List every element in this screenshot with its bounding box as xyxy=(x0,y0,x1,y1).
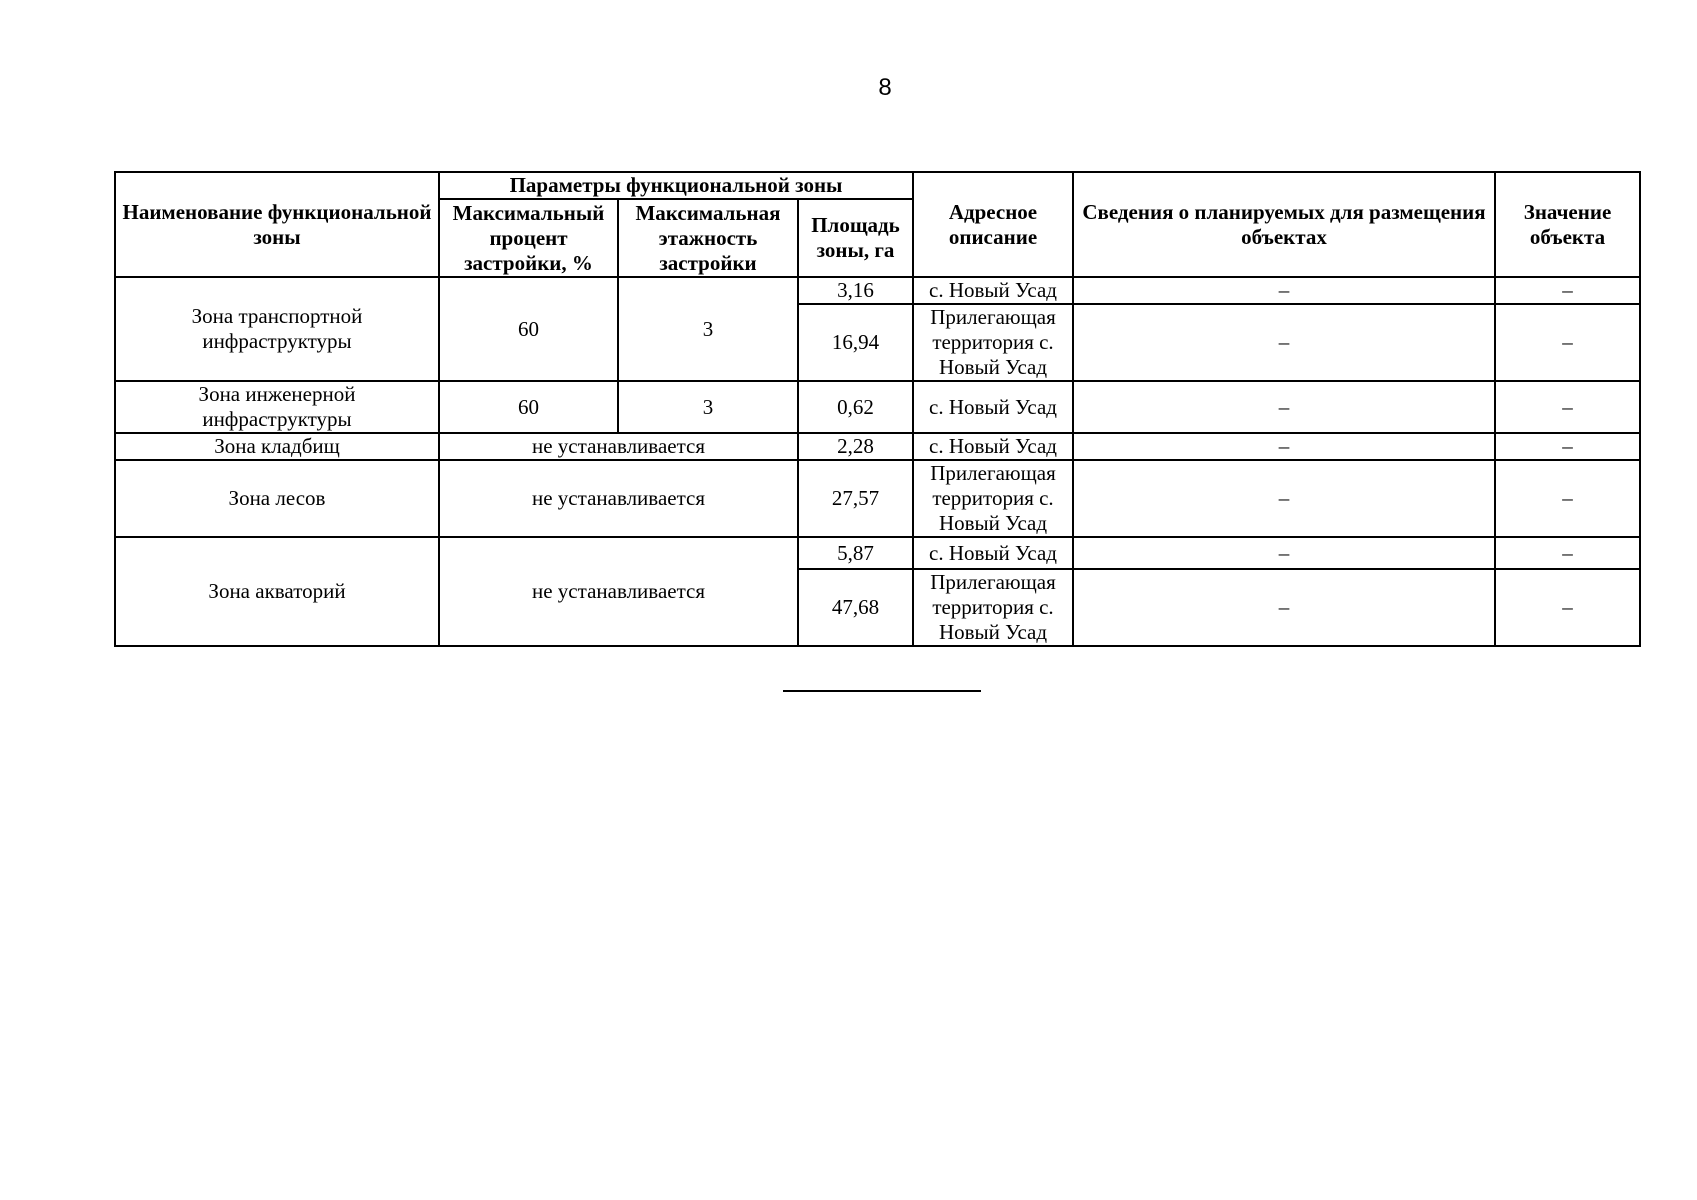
area-cell: 0,62 xyxy=(798,381,913,433)
address-cell: Прилегающая территория с. Новый Усад xyxy=(913,569,1073,646)
params-not-set-cell: не устанавливается xyxy=(439,460,798,537)
header-row-group xyxy=(115,172,1640,199)
planned-objects-cell: – xyxy=(1073,537,1495,569)
max-floors-cell: 3 xyxy=(618,277,798,381)
area-cell: 5,87 xyxy=(798,537,913,569)
max-percent-cell: 60 xyxy=(439,277,618,381)
header-params-group: Параметры функциональной зоны xyxy=(439,172,913,199)
max-percent-cell: 60 xyxy=(439,381,618,433)
header-area: Площадь зоны, га xyxy=(798,199,913,277)
planned-objects-cell: – xyxy=(1073,381,1495,433)
address-cell: Прилегающая территория с. Новый Усад xyxy=(913,460,1073,537)
table-row xyxy=(115,277,1640,304)
table-row xyxy=(115,433,1640,460)
params-not-set-cell: не устанавливается xyxy=(439,537,798,646)
zone-name-cell: Зона акваторий xyxy=(115,537,439,646)
planned-objects-cell: – xyxy=(1073,277,1495,304)
end-separator-line xyxy=(783,690,981,692)
area-cell: 2,28 xyxy=(798,433,913,460)
area-cell: 16,94 xyxy=(798,304,913,381)
object-value-cell: – xyxy=(1495,433,1640,460)
planned-objects-cell: – xyxy=(1073,433,1495,460)
functional-zones-table xyxy=(114,171,1641,647)
object-value-cell: – xyxy=(1495,569,1640,646)
table-row xyxy=(115,381,1640,433)
object-value-cell: – xyxy=(1495,460,1640,537)
header-zone-name: Наименование функциональной зоны xyxy=(115,172,439,277)
header-object-value: Значение объекта xyxy=(1495,172,1640,277)
header-planned-objects: Сведения о планируемых для размещения объектах xyxy=(1073,172,1495,277)
max-floors-cell: 3 xyxy=(618,381,798,433)
zone-name-cell: Зона транспортной инфраструктуры xyxy=(115,277,439,381)
object-value-cell: – xyxy=(1495,277,1640,304)
table-row xyxy=(115,537,1640,569)
address-cell: с. Новый Усад xyxy=(913,537,1073,569)
page-number: 8 xyxy=(878,74,892,101)
planned-objects-cell: – xyxy=(1073,460,1495,537)
area-cell: 3,16 xyxy=(798,277,913,304)
address-cell: с. Новый Усад xyxy=(913,277,1073,304)
header-address: Адресное описание xyxy=(913,172,1073,277)
zone-name-cell: Зона лесов xyxy=(115,460,439,537)
address-cell: с. Новый Усад xyxy=(913,433,1073,460)
object-value-cell: – xyxy=(1495,381,1640,433)
zone-name-cell: Зона кладбищ xyxy=(115,433,439,460)
table-row xyxy=(115,460,1640,537)
planned-objects-cell: – xyxy=(1073,569,1495,646)
address-cell: Прилегающая территория с. Новый Усад xyxy=(913,304,1073,381)
area-cell: 27,57 xyxy=(798,460,913,537)
address-cell: с. Новый Усад xyxy=(913,381,1073,433)
area-cell: 47,68 xyxy=(798,569,913,646)
header-max-percent: Максимальный процент застройки, % xyxy=(439,199,618,277)
object-value-cell: – xyxy=(1495,304,1640,381)
planned-objects-cell: – xyxy=(1073,304,1495,381)
zone-name-cell: Зона инженерной инфраструктуры xyxy=(115,381,439,433)
header-max-floors: Максимальная этажность застройки xyxy=(618,199,798,277)
params-not-set-cell: не устанавливается xyxy=(439,433,798,460)
object-value-cell: – xyxy=(1495,537,1640,569)
